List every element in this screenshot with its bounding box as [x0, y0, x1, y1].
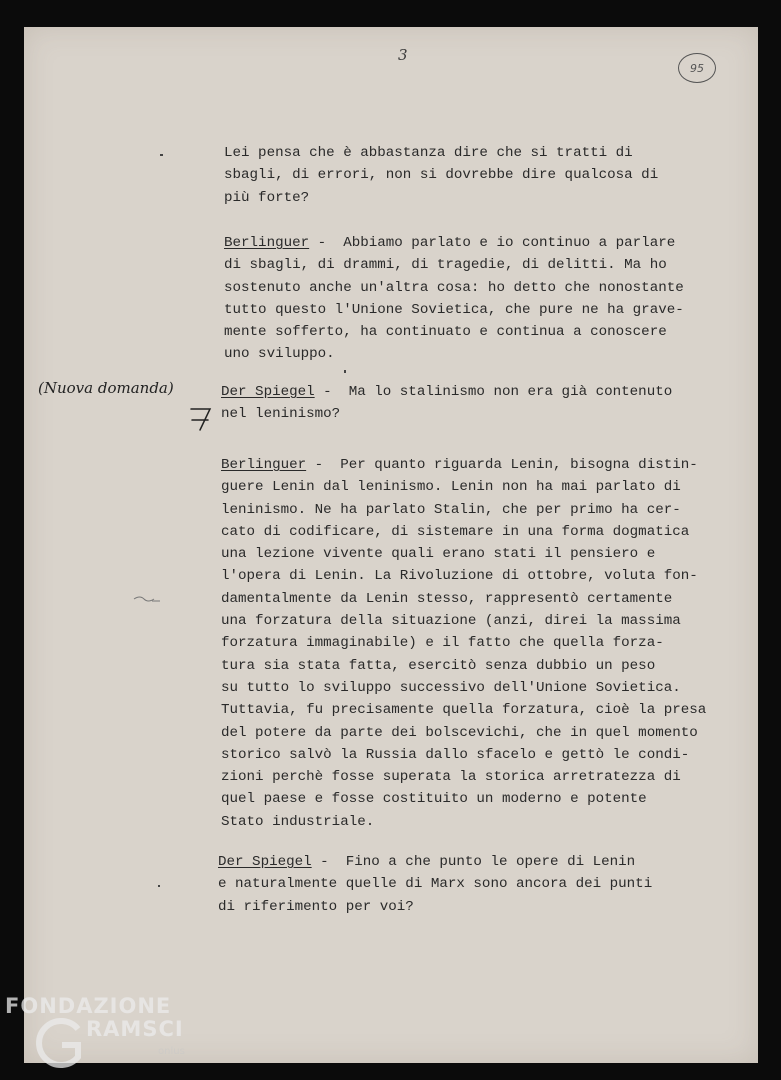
watermark-line-1: FONDAZIONE [5, 994, 172, 1018]
pencil-mark [132, 593, 162, 605]
ink-speck [160, 154, 163, 156]
paragraph-answer-1 [224, 232, 684, 366]
speech-text: - Per quanto riguarda Lenin, bisogna distin- [306, 457, 698, 473]
speaker-name: Berlinguer [224, 235, 310, 251]
speech-text: - Ma lo stalinismo non era già contenuto [314, 384, 673, 400]
text-line: di riferimento per voi? [218, 898, 414, 915]
archive-stamp [678, 53, 716, 83]
text-line: sbagli, di errori, non si dovrebbe dire qualcosa di [224, 167, 659, 184]
text-line: una forzatura della situazione (anzi, direi la massima [221, 613, 681, 630]
text-line: guere Lenin dal leninismo. Lenin non ha mai parlato di [221, 479, 681, 496]
text-line: e naturalmente quelle di Marx sono ancora dei punti [218, 876, 653, 893]
text-line: quel paese e fosse costituito un moderno e potente [221, 791, 647, 808]
fondazione-gramsci-watermark [0, 994, 200, 1074]
text-line: zioni perchè fosse superata la storica arretratezza di [221, 769, 681, 786]
arrow-right-icon [188, 403, 216, 433]
text-line: Lei pensa che è abbastanza dire che si tratti di [224, 145, 633, 161]
text-line: Tuttavia, fu precisamente quella forzatura, cioè la presa [221, 702, 707, 719]
archive-stamp-number: 95 [690, 61, 704, 75]
text-line: mente sofferto, ha continuato e continua a conoscere [224, 324, 667, 341]
page-number: 3 [398, 46, 408, 64]
text-line [224, 232, 684, 254]
handwritten-margin-note [38, 375, 218, 437]
text-line: più forte? [224, 189, 310, 206]
text-line: su tutto lo sviluppo successivo dell'Unione Sovietica. [221, 679, 681, 696]
text-line: nel leninismo? [221, 406, 341, 423]
text-line: del potere da parte dei bolscevichi, che in quel momento [221, 724, 698, 741]
gramsci-g-logo-icon [32, 1017, 84, 1071]
text-line: damentalmente da Lenin stesso, rappresentò certamente [221, 590, 673, 607]
paragraph-answer-2 [221, 454, 706, 833]
text-line: leninismo. Ne ha parlato Stalin, che per primo ha cer- [221, 501, 681, 518]
text-line: cato di codificare, di sistemare in una forma dogmatica [221, 523, 690, 540]
watermark-suffix: onlus [158, 1046, 185, 1057]
text-line: sostenuto anche un'altra cosa: ho detto che nonostante [224, 279, 684, 296]
text-line: l'opera di Lenin. La Rivoluzione di ottobre, voluta fon- [221, 568, 698, 585]
speech-text: - Fino a che punto le opere di Lenin [311, 854, 636, 870]
speaker-name: Berlinguer [221, 457, 307, 473]
text-line: tura sia stata fatta, esercitò senza dubbio un peso [221, 657, 656, 674]
margin-note-text: (Nuova domanda) [38, 379, 174, 397]
speaker-name: Der Spiegel [218, 854, 312, 870]
text-line: uno sviluppo. [224, 346, 335, 363]
paragraph-question-2 [221, 381, 672, 426]
text-line [221, 454, 706, 476]
text-line [221, 381, 672, 403]
ink-speck [158, 885, 160, 887]
ink-speck [344, 370, 346, 373]
text-line: storico salvò la Russia dallo sfacelo e gettò le condi- [221, 746, 690, 763]
watermark-line-2: RAMSCI [86, 1017, 184, 1041]
speech-text: - Abbiamo parlato e io continuo a parlare [309, 235, 676, 251]
text-line [218, 851, 652, 873]
text-line: tutto questo l'Unione Sovietica, che pure ne ha grave- [224, 301, 684, 318]
paragraph-question-3 [218, 851, 652, 918]
speaker-name: Der Spiegel [221, 384, 315, 400]
text-line: una lezione vivente quali erano stati il pensiero e [221, 546, 656, 563]
text-line: forzatura immaginabile) e il fatto che quella forza- [221, 635, 664, 652]
document-page [24, 27, 758, 1063]
text-line: Stato industriale. [221, 813, 375, 830]
paragraph-question-1 [224, 142, 658, 209]
text-line: di sbagli, di drammi, di tragedie, di delitti. Ma ho [224, 257, 667, 274]
